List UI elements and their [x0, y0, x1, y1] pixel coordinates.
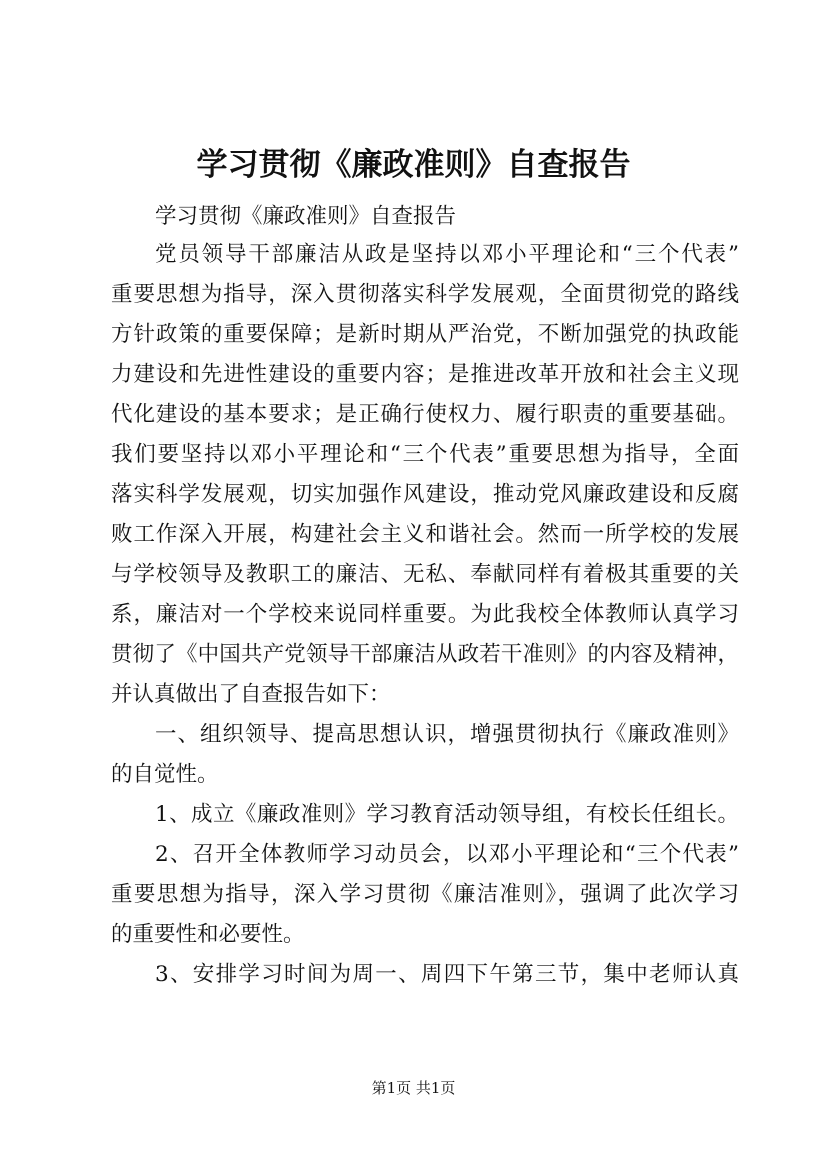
- body-line: 与学校领导及教职工的廉洁、无私、奉献同样有着极其重要的关: [111, 562, 739, 587]
- section-heading-line: 的自觉性。: [111, 762, 219, 787]
- body-line: 败工作深入开展，构建社会主义和谐社会。然而一所学校的发展: [111, 522, 739, 547]
- body-line: 重要思想为指导，深入贯彻落实科学发展观，全面贯彻党的路线: [111, 282, 739, 307]
- list-item-line: 1、成立《廉政准则》学习教育活动领导组，有校长任组长。: [155, 802, 739, 827]
- body-line: 代化建设的基本要求；是正确行使权力、履行职责的重要基础。: [111, 402, 739, 427]
- body-line: 党员领导干部廉洁从政是坚持以邓小平理论和“三个代表”: [155, 242, 739, 267]
- body-line: 我们要坚持以邓小平理论和“三个代表”重要思想为指导，全面: [111, 442, 739, 467]
- list-item-line: 的重要性和必要性。: [111, 922, 305, 947]
- body-line: 系，廉洁对一个学校来说同样重要。为此我校全体教师认真学习: [111, 602, 739, 627]
- body-line: 贯彻了《中国共产党领导干部廉洁从政若干准则》的内容及精神，: [111, 642, 739, 667]
- page-number-footer: 第1页 共1页: [371, 1079, 456, 1097]
- list-item-line: 重要思想为指导，深入学习贯彻《廉洁准则》，强调了此次学习: [111, 882, 739, 907]
- list-item-line: 3、安排学习时间为周一、周四下午第三节，集中老师认真: [155, 962, 739, 987]
- section-heading-line: 一、组织领导、提高思想认识，增强贯彻执行《廉政准则》: [155, 722, 739, 747]
- subtitle-line: 学习贯彻《廉政准则》自查报告: [155, 204, 457, 229]
- body-line: 力建设和先进性建设的重要内容；是推进改革开放和社会主义现: [111, 362, 739, 387]
- body-line: 落实科学发展观，切实加强作风建设，推动党风廉政建设和反腐: [111, 482, 739, 507]
- list-item-line: 2、召开全体教师学习动员会，以邓小平理论和“三个代表”: [155, 842, 739, 867]
- body-line: 方针政策的重要保障；是新时期从严治党，不断加强党的执政能: [111, 322, 739, 347]
- body-line: 并认真做出了自查报告如下：: [111, 682, 391, 707]
- document-title: 学习贯彻《廉政准则》自查报告: [196, 147, 631, 183]
